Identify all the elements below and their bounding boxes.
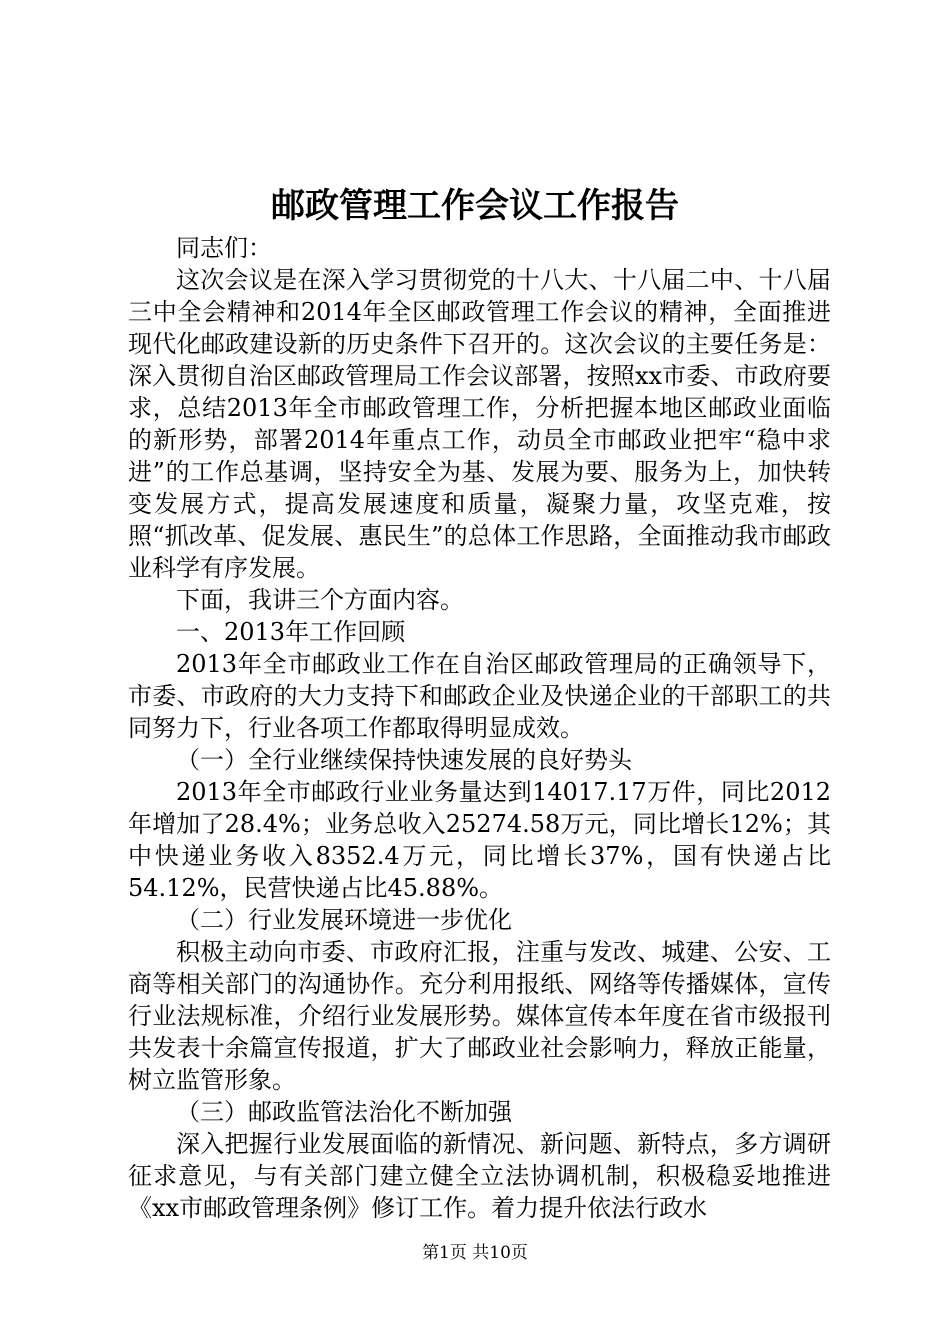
paragraph-intro: 这次会议是在深入学习贯彻党的十八大、十八届二中、十八届三中全会精神和2014年全区邮政管理工作会议的精神，全面推进现代化邮政建设新的历史条件下召开的。这次会议的主要任务是：深入贯彻自治区邮政管理局工作会议部署，按照xx市委、市政府要求，总结2013年全市邮政管理工作，分析把握本地区邮政业面临的新形势，部署2014年重点工作，动员全市邮政业把牢“稳中求进”的工作总基调，坚持安全为基、发展为要、服务为上，加快转变发展方式，提高发展速度和质量，凝聚力量，攻坚克难，按照“抓改革、促发展、惠民生”的总体工作思路，全面推动我市邮政业科学有序发展。: [128, 266, 831, 582]
paragraph-salutation: 同志们：: [176, 234, 272, 262]
paragraph-statistics: 2013年全市邮政行业业务量达到14017.17万件，同比2012年增加了28.4%；业务总收入25274.58万元，同比增长12%；其中快递业务收入8352.4万元，同比增长37%，国有快递占比54.12%，民营快递占比45.88%。: [128, 778, 831, 902]
paragraph-environment: 积极主动向市委、市政府汇报，注重与发改、城建、公安、工商等相关部门的沟通协作。充分利用报纸、网络等传播媒体，宣传行业法规标准，介绍行业发展形势。媒体宣传本年度在省市级报刊共发表十余篇宣传报道，扩大了邮政业社会影响力，释放正能量，树立监管形象。: [128, 938, 831, 1094]
subsection-heading-3: （三）邮政监管法治化不断加强: [176, 1098, 512, 1126]
subsection-heading-2: （二）行业发展环境进一步优化: [176, 906, 512, 934]
document-title: 邮政管理工作会议工作报告: [271, 186, 679, 226]
page-footer: 第1页 共10页: [422, 1243, 528, 1263]
paragraph-review: 2013年全市邮政业工作在自治区邮政管理局的正确领导下，市委、市政府的大力支持下和邮政企业及快递企业的干部职工的共同努力下，行业各项工作都取得明显成效。: [128, 650, 831, 742]
section-heading-1: 一、2013年工作回顾: [176, 618, 406, 646]
paragraph-outline: 下面，我讲三个方面内容。: [176, 586, 464, 614]
subsection-heading-1: （一）全行业继续保持快速发展的良好势头: [176, 746, 632, 774]
document-body: [128, 232, 831, 1224]
paragraph-legal: 深入把握行业发展面临的新情况、新问题、新特点，多方调研征求意见，与有关部门建立健全立法协调机制，积极稳妥地推进《xx市邮政管理条例》修订工作。着力提升依法行政水: [128, 1130, 831, 1222]
